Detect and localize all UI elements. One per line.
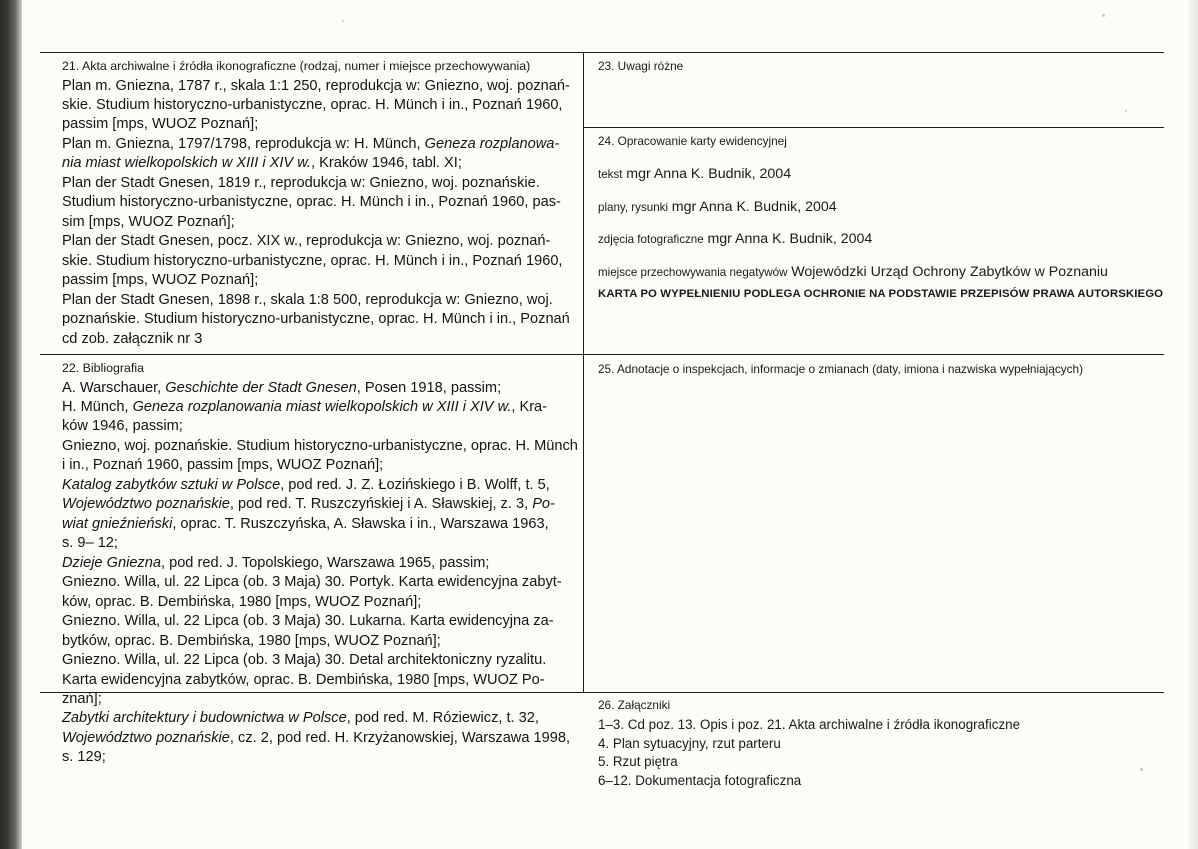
scan-speck (342, 20, 344, 22)
field-24-title: 24. Opracowanie karty ewidencyjnej (598, 134, 787, 148)
form-grid (40, 52, 1164, 802)
field-26 (598, 698, 1164, 790)
field-21 (62, 59, 574, 349)
field-24-entry-tekst-value: mgr Anna K. Budnik, 2004 (626, 166, 792, 183)
field-24-entry-zdjecia (598, 230, 1164, 248)
field-22 (62, 361, 592, 768)
field-24-entry-negatywy-value: Wojewódzki Urząd Ochrony Zabytków w Poznaniu (791, 263, 1108, 280)
field-25-title: 25. Adnotacje o inspekcjach, informacje o zmianach (daty, imiona i nazwiska wypełniających) (598, 362, 1084, 376)
field-24-entry-negatywy (598, 263, 1164, 281)
field-24-entry-plany (598, 198, 1164, 216)
document-sheet (22, 0, 1188, 849)
field-21-body: Plan m. Gniezna, 1787 r., skala 1:1 250, reprodukcja w: Gniezno, woj. poznań- skie. Studium historyczno-urbanistyczne, oprac. H. Münch i in., Poznań 1960, passim [mps, WUOZ Poznań]; Plan m. Gniezna, 1797/1798, reprodukcja w: H. Münch, Geneza rozplanowa- nia miast wielkopolskich w XIII i XIV w., Kraków 1946, tabl. XI; Plan der Stadt Gnesen, 1819 r., reprodukcja w: Gniezno, woj. poznańskie. Studium historyczno-urbanistyczne, oprac. H. Münch i in., Poznań 1960, pas- sim [mps, WUOZ Poznań]; Plan der Stadt Gnesen, pocz. XIX w., reprodukcja w: Gniezno, woj. poznań- skie. Studium historyczno-urbanistyczne, oprac. H. Münch i in., Poznań 1960, passim [mps, WUOZ Poznań]; Plan der Stadt Gnesen, 1898 r., skala 1:8 500, reprodukcja w: Gniezno, woj. poznańskie. Studium historyczno-urbanistyczne, oprac. H. Münch i in., Poznań cd zob. załącznik nr 3 (62, 77, 570, 347)
field-26-item-2: 4. Plan sytuacyjny, rzut parteru (598, 735, 781, 751)
field-25 (598, 362, 1164, 377)
field-24-copyright-notice: KARTA PO WYPEŁNIENIU PODLEGA OCHRONIE NA PODSTAWIE PRZEPISÓW PRAWA AUTORSKIEGO (598, 288, 1164, 301)
scan-edge-right (1188, 0, 1198, 849)
field-24-entry-negatywy-label: miejsce przechowywania negatywów (598, 265, 788, 279)
field-26-title: 26. Załączniki (598, 698, 671, 712)
field-24-entry-plany-label: plany, rysunki (598, 200, 669, 214)
field-26-item-1: 1–3. Cd poz. 13. Opis i poz. 21. Akta archiwalne i źródła ikonograficzne (598, 717, 1021, 733)
rule-field-24-top (583, 127, 1164, 128)
rule-top (40, 52, 1164, 53)
field-26-item-3: 5. Rzut piętra (598, 754, 678, 770)
scan-speck (1102, 14, 1105, 17)
field-24-entry-plany-value: mgr Anna K. Budnik, 2004 (671, 198, 837, 215)
rule-field-25-top (583, 354, 1164, 355)
field-21-title: 21. Akta archiwalne i źródła ikonograficzne (rodzaj, numer i miejsce przechowywania) (62, 59, 531, 73)
field-24-entry-tekst (598, 165, 1164, 183)
field-24-entry-zdjecia-value: mgr Anna K. Budnik, 2004 (707, 231, 873, 248)
field-22-title: 22. Bibliografia (62, 361, 144, 375)
field-26-item-4: 6–12. Dokumentacja fotograficzna (598, 772, 802, 788)
field-24-entry-zdjecia-label: zdjęcia fotograficzne (598, 233, 704, 247)
field-23 (598, 59, 1158, 74)
field-24-entry-tekst-label: tekst (598, 168, 623, 182)
field-24 (598, 134, 1164, 303)
field-23-title: 23. Uwagi różne (598, 59, 684, 73)
field-26-list (598, 716, 1164, 790)
scan-edge-left (0, 0, 22, 849)
field-22-body: A. Warschauer, Geschichte der Stadt Gnesen, Posen 1918, passim; H. Münch, Geneza rozplanowania miast wielkopolskich w XIII i XIV w., Kra- ków 1946, passim; Gniezno, woj. poznańskie. Studium historyczno-urbanistyczne, oprac. H. Münch i in., Poznań 1960, passim [mps, WUOZ Poznań]; Katalog zabytków sztuki w Polsce, pod red. J. Z. Łozińskiego i B. Wolff, t. 5, Województwo poznańskie, pod red. T. Ruszczyńskiej i A. Sławskiej, z. 3, Po- wiat gnieźnieński, oprac. T. Ruszczyńska, A. Sławska i in., Warszawa 1963, s. 9– 12; Dzieje Gniezna, pod red. J. Topolskiego, Warszawa 1965, passim; Gniezno. Willa, ul. 22 Lipca (ob. 3 Maja) 30. Portyk. Karta ewidencyjna zabyt- ków, oprac. B. Dembińska, 1980 [mps, WUOZ Poznań]; Gniezno. Willa, ul. 22 Lipca (ob. 3 Maja) 30. Lukarna. Karta ewidencyjna za- bytków, oprac. B. Dembińska, 1980 [mps, WUOZ Poznań]; Gniezno. Willa, ul. 22 Lipca (ob. 3 Maja) 30. Detal architektoniczny ryzalitu. Karta ewidencyjna zabytków, oprac. B. Dembińska, 1980 [mps, WUOZ Po- znań]; Zabytki architektury i budownictwa w Polsce, pod red. M. Róziewicz, t. 32, Województwo poznańskie, cz. 2, pod red. H. Krzyżanowskiej, Warszawa 1998, s. 129; (62, 379, 578, 766)
